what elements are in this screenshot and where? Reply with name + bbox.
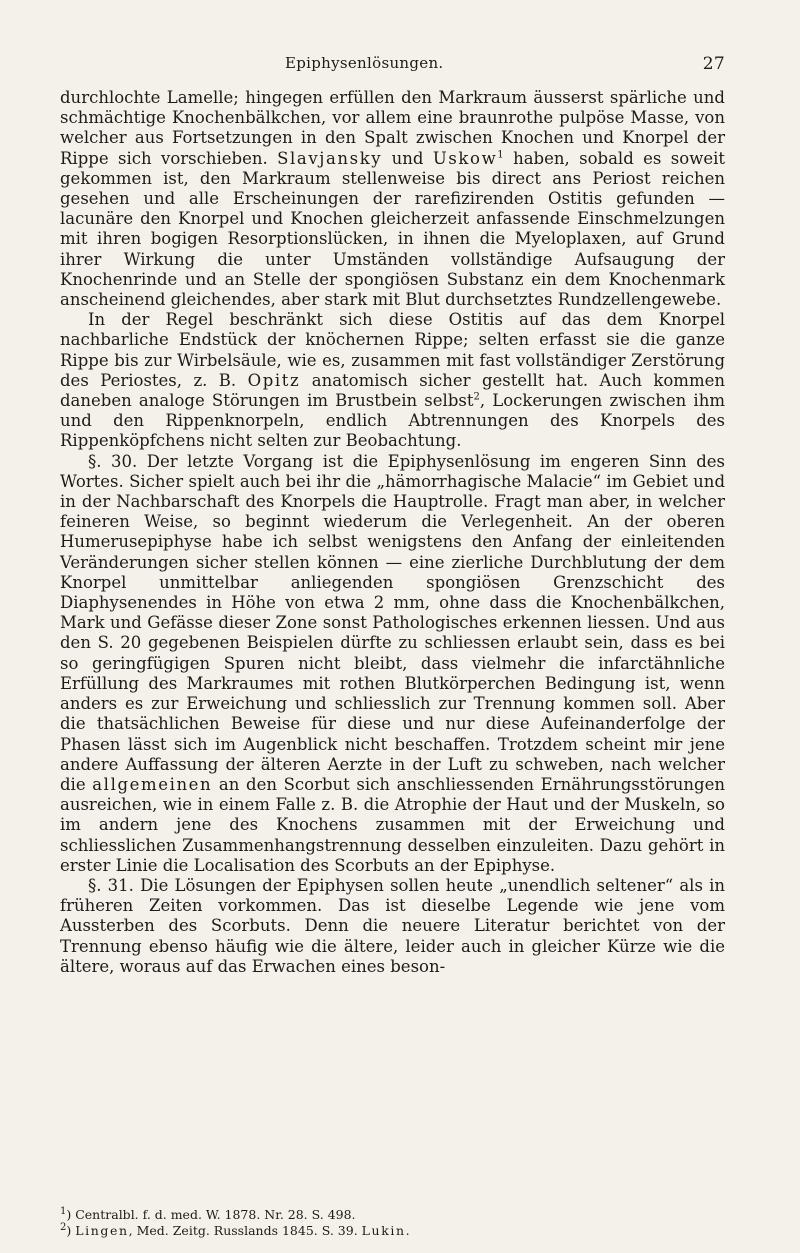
text-run: , Med. Zeitg. Russlands 1845. S. 39. [128,1223,362,1238]
spaced-name: Opitz [247,370,301,390]
footnote-marker: 2 [60,1221,67,1233]
spaced-name: allgemeinen [92,774,213,794]
footnote-marker: 2 [473,391,480,403]
text-run: ) [66,1223,76,1238]
page-number: 27 [702,54,725,74]
text-run: , Lockerungen zwischen ihm und den Rippenknorpeln, endlich Abtrennungen des Knorpels des Rippenköpfchens nicht selten zur Beobachtung. [60,391,725,451]
spaced-name: Slavjansky [277,148,383,168]
text-run: an den Scorbut sich anschliessenden Ernährungsstörungen ausreichen, wie in einem Falle z. B. die Atrophie der Haut und der Muskeln, so im andern jene des Knochens zusammen mit der Erweichung und schliesslichen Zusammenhangstrennung desselben einzuleiten. Dazu gehört in erster Linie die Localisation des Scorbuts an der Epiphyse. [60,774,726,875]
body-text [60,88,725,977]
paragraph-section-31 [60,876,725,977]
footnote-marker: 1 [497,149,504,161]
text-run: In der Regel beschränkt sich diese Ostitis auf das dem Knorpel nachbarliche Endstück der knöchernen Rippe; selten erfasst sie die ganze Rippe bis zur Wirbelsäule, wie es, zusammen mit fast vollständiger Zerstörung des Periostes, z. B. [60,310,725,390]
text-run: durchlochte Lamelle; hingegen erfüllen den Markraum äusserst spärliche und schmächtige Knochenbälkchen, vor allem eine braunrothe pulpöse Masse, von welcher aus Fortsetzungen in den Spalt zwischen Knochen und Knorpel der Rippe sich vorschieben. [60,88,725,168]
spaced-name: Lukin [361,1223,406,1238]
text-run: §. 31. Die Lösungen der Epiphysen sollen heute „unendlich seltener“ als in früheren Zeiten vorkommen. Das ist dieselbe Legende wie jene vom Aussterben des Scorbuts. Denn die neuere Literatur berichtet von der Trennung ebenso häufig wie die ältere, leider auch in gleicher Kürze wie die ältere, woraus auf das Erwachen eines beson- [60,875,725,976]
text-run: haben, sobald es soweit gekommen ist, den Markraum stellenweise bis direct ans Periost reichen gesehen und alle Erscheinungen der rarefizirenden Ostitis gefunden — lacunäre den Knorpel und Knochen gleicherzeit anfassende Einschmelzungen mit ihren bogigen Resorptionslücken, in ihnen die Myeloplaxen, auf Grund ihrer Wirkung die unter Umständen vollständige Aufsaugung der Knochenrinde und an Stelle der spongiösen Substanz ein dem Knochenmark anscheinend gleichendes, aber stark mit Blut durchsetztes Rundzellengewebe. [60,148,726,310]
paragraph-section-30 [60,452,725,876]
text-run: §. 30. Der letzte Vorgang ist die Epiphysenlösung im engeren Sinn des Wortes. Sicher spielt auch bei ihr die „hämorrhagische Malacie“ im Gebiet und in der Nachbarschaft des Knorpels die Hauptrolle. Fragt man aber, in welcher feineren Weise, so beginnt wiederum die Verlegenheit. An der oberen Humerusepiphyse habe ich selbst wenigstens den Anfang der einleitenden Veränderungen sicher stellen können — eine zierliche Durchblutung der dem Knorpel unmittelbar anliegenden spongiösen Grenzschicht des Diaphysenendes in Höhe von etwa 2 mm, ohne dass die Knochenbälkchen, Mark und Gefässe dieser Zone sonst Pathologisches erkennen liessen. Und aus den S. 20 gegebenen Beispielen dürfte zu schliessen erlaubt sein, dass es bei so geringfügigen Spuren nicht bleibt, dass vielmehr die infarctähnliche Erfüllung des Markraumes mit rothen Blutkörperchen Bedingung ist, wenn anders es zur Erweichung und schliesslich zur Trennung kommen soll. Aber die thatsächlichen Beweise für diese und nur diese Aufeinanderfolge der Phasen lässt sich im Augenblick nicht beschaffen. Trotzdem scheint mir jene andere Auffassung der älteren Aerzte in der Luft zu schweben, nach welcher die [60,451,725,794]
text-run: ) Centralbl. f. d. med. W. 1878. Nr. 28. S. 498. [66,1207,356,1222]
running-head-title: Epiphysenlösungen. [285,54,444,72]
footnote-marker: 1 [60,1205,67,1217]
paragraph-2 [60,310,725,451]
text-run: und [382,148,433,168]
paragraph-1 [60,88,725,310]
text-run: . [405,1223,410,1238]
footnotes [60,1207,725,1239]
spaced-name: Uskow [432,148,498,168]
text-run: anatomisch sicher gestellt hat. Auch kommen daneben analoge Störungen im Brustbein selbst [60,370,725,411]
footnote-2 [60,1223,725,1239]
footnote-1 [60,1207,725,1223]
spaced-name: Lingen [75,1223,129,1238]
